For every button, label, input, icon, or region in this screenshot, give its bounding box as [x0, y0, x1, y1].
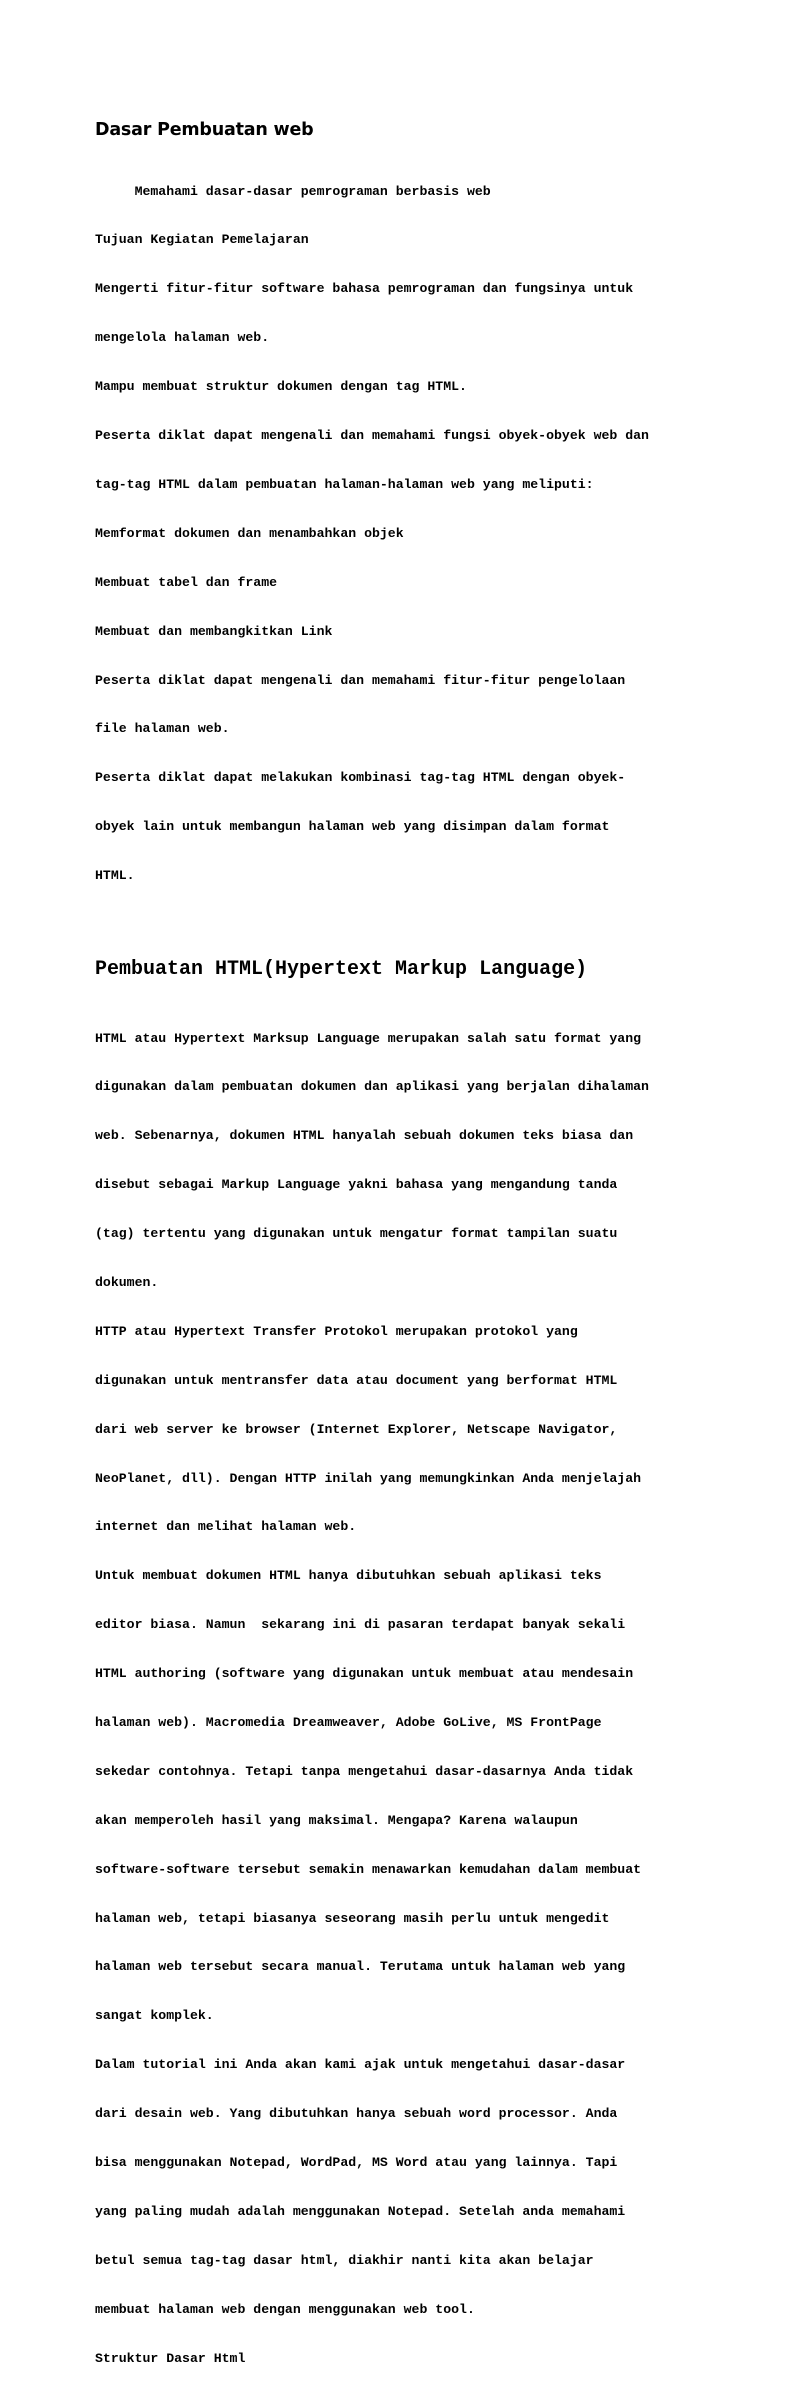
body-line: HTML.	[95, 868, 135, 884]
section-heading-dasar-pembuatan-web: Dasar Pembuatan web	[95, 120, 314, 140]
body-line: mengelola halaman web.	[95, 330, 270, 346]
body-line: Peserta diklat dapat melakukan kombinasi tag-tag HTML dengan obyek-	[95, 770, 626, 786]
body-line: (tag) tertentu yang digunakan untuk mengatur format tampilan suatu	[95, 1226, 618, 1242]
body-line: halaman web tersebut secara manual. Terutama untuk halaman web yang	[95, 1959, 626, 1975]
body-line: sekedar contohnya. Tetapi tanpa mengetahui dasar-dasarnya Anda tidak	[95, 1763, 634, 1779]
body-line: HTML authoring (software yang digunakan untuk membuat atau mendesain	[95, 1666, 634, 1682]
section-heading-pembuatan-html: Pembuatan HTML(Hypertext Markup Language)	[95, 957, 588, 981]
body-line: dari web server ke browser (Internet Explorer, Netscape Navigator,	[95, 1421, 618, 1437]
body-line: file halaman web.	[95, 721, 230, 737]
body-line: Memformat dokumen dan menambahkan objek	[95, 525, 404, 541]
body-line: Dalam tutorial ini Anda akan kami ajak untuk mengetahui dasar-dasar	[95, 2057, 626, 2073]
body-line: editor biasa. Namun sekarang ini di pasaran terdapat banyak sekali	[95, 1617, 626, 1633]
body-line: internet dan melihat halaman web.	[95, 1519, 357, 1535]
body-line: Tujuan Kegiatan Pemelajaran	[95, 232, 309, 248]
body-line: software-software tersebut semakin menawarkan kemudahan dalam membuat	[95, 1861, 642, 1877]
section1-body	[95, 151, 735, 917]
body-line: tag-tag HTML dalam pembuatan halaman-halaman web yang meliputi:	[95, 476, 594, 492]
body-line: sangat komplek.	[95, 2008, 214, 2024]
body-line: betul semua tag-tag dasar html, diakhir nanti kita akan belajar	[95, 2252, 594, 2268]
body-line: digunakan dalam pembuatan dokumen dan aplikasi yang berjalan dihalaman	[95, 1079, 649, 1095]
body-line: Memahami dasar-dasar pemrograman berbasis web	[95, 183, 491, 199]
body-line: HTML atau Hypertext Marksup Language merupakan salah satu format yang	[95, 1030, 642, 1046]
body-line: NeoPlanet, dll). Dengan HTTP inilah yang memungkinkan Anda menjelajah	[95, 1470, 642, 1486]
body-line: dokumen.	[95, 1275, 159, 1290]
body-line: akan memperoleh hasil yang maksimal. Mengapa? Karena walaupun	[95, 1812, 578, 1828]
body-line: digunakan untuk mentransfer data atau document yang berformat HTML	[95, 1372, 618, 1388]
body-line: yang paling mudah adalah menggunakan Notepad. Setelah anda memahami	[95, 2203, 626, 2219]
body-line: bisa menggunakan Notepad, WordPad, MS Word atau yang lainnya. Tapi	[95, 2155, 618, 2171]
body-line: Peserta diklat dapat mengenali dan memahami fungsi obyek-obyek web dan	[95, 428, 649, 444]
body-line: Membuat dan membangkitkan Link	[95, 623, 333, 639]
section-spacer	[95, 917, 735, 957]
body-line: Struktur Dasar Html	[95, 2350, 246, 2366]
body-line: web. Sebenarnya, dokumen HTML hanyalah sebuah dokumen teks biasa dan	[95, 1128, 634, 1144]
body-line: halaman web). Macromedia Dreamweaver, Adobe GoLive, MS FrontPage	[95, 1715, 602, 1731]
body-line: Peserta diklat dapat mengenali dan memahami fitur-fitur pengelolaan	[95, 672, 626, 688]
body-line: obyek lain untuk membangun halaman web yang disimpan dalam format	[95, 819, 610, 835]
body-line: Untuk membuat dokumen HTML hanya dibutuhkan sebuah aplikasi teks	[95, 1568, 602, 1584]
body-line: dari desain web. Yang dibutuhkan hanya sebuah word processor. Anda	[95, 2106, 618, 2122]
body-line: halaman web, tetapi biasanya seseorang masih perlu untuk mengedit	[95, 1910, 610, 1926]
body-line: Mengerti fitur-fitur software bahasa pemrograman dan fungsinya untuk	[95, 281, 634, 297]
body-line: disebut sebagai Markup Language yakni bahasa yang mengandung tanda	[95, 1177, 618, 1193]
body-line: Membuat tabel dan frame	[95, 574, 278, 590]
body-line: membuat halaman web dengan menggunakan web tool.	[95, 2301, 475, 2317]
body-line: Mampu membuat struktur dokumen dengan tag HTML.	[95, 379, 467, 395]
body-line: HTTP atau Hypertext Transfer Protokol merupakan protokol yang	[95, 1323, 578, 1339]
document-page	[95, 118, 735, 2399]
section2-body	[95, 998, 735, 2399]
